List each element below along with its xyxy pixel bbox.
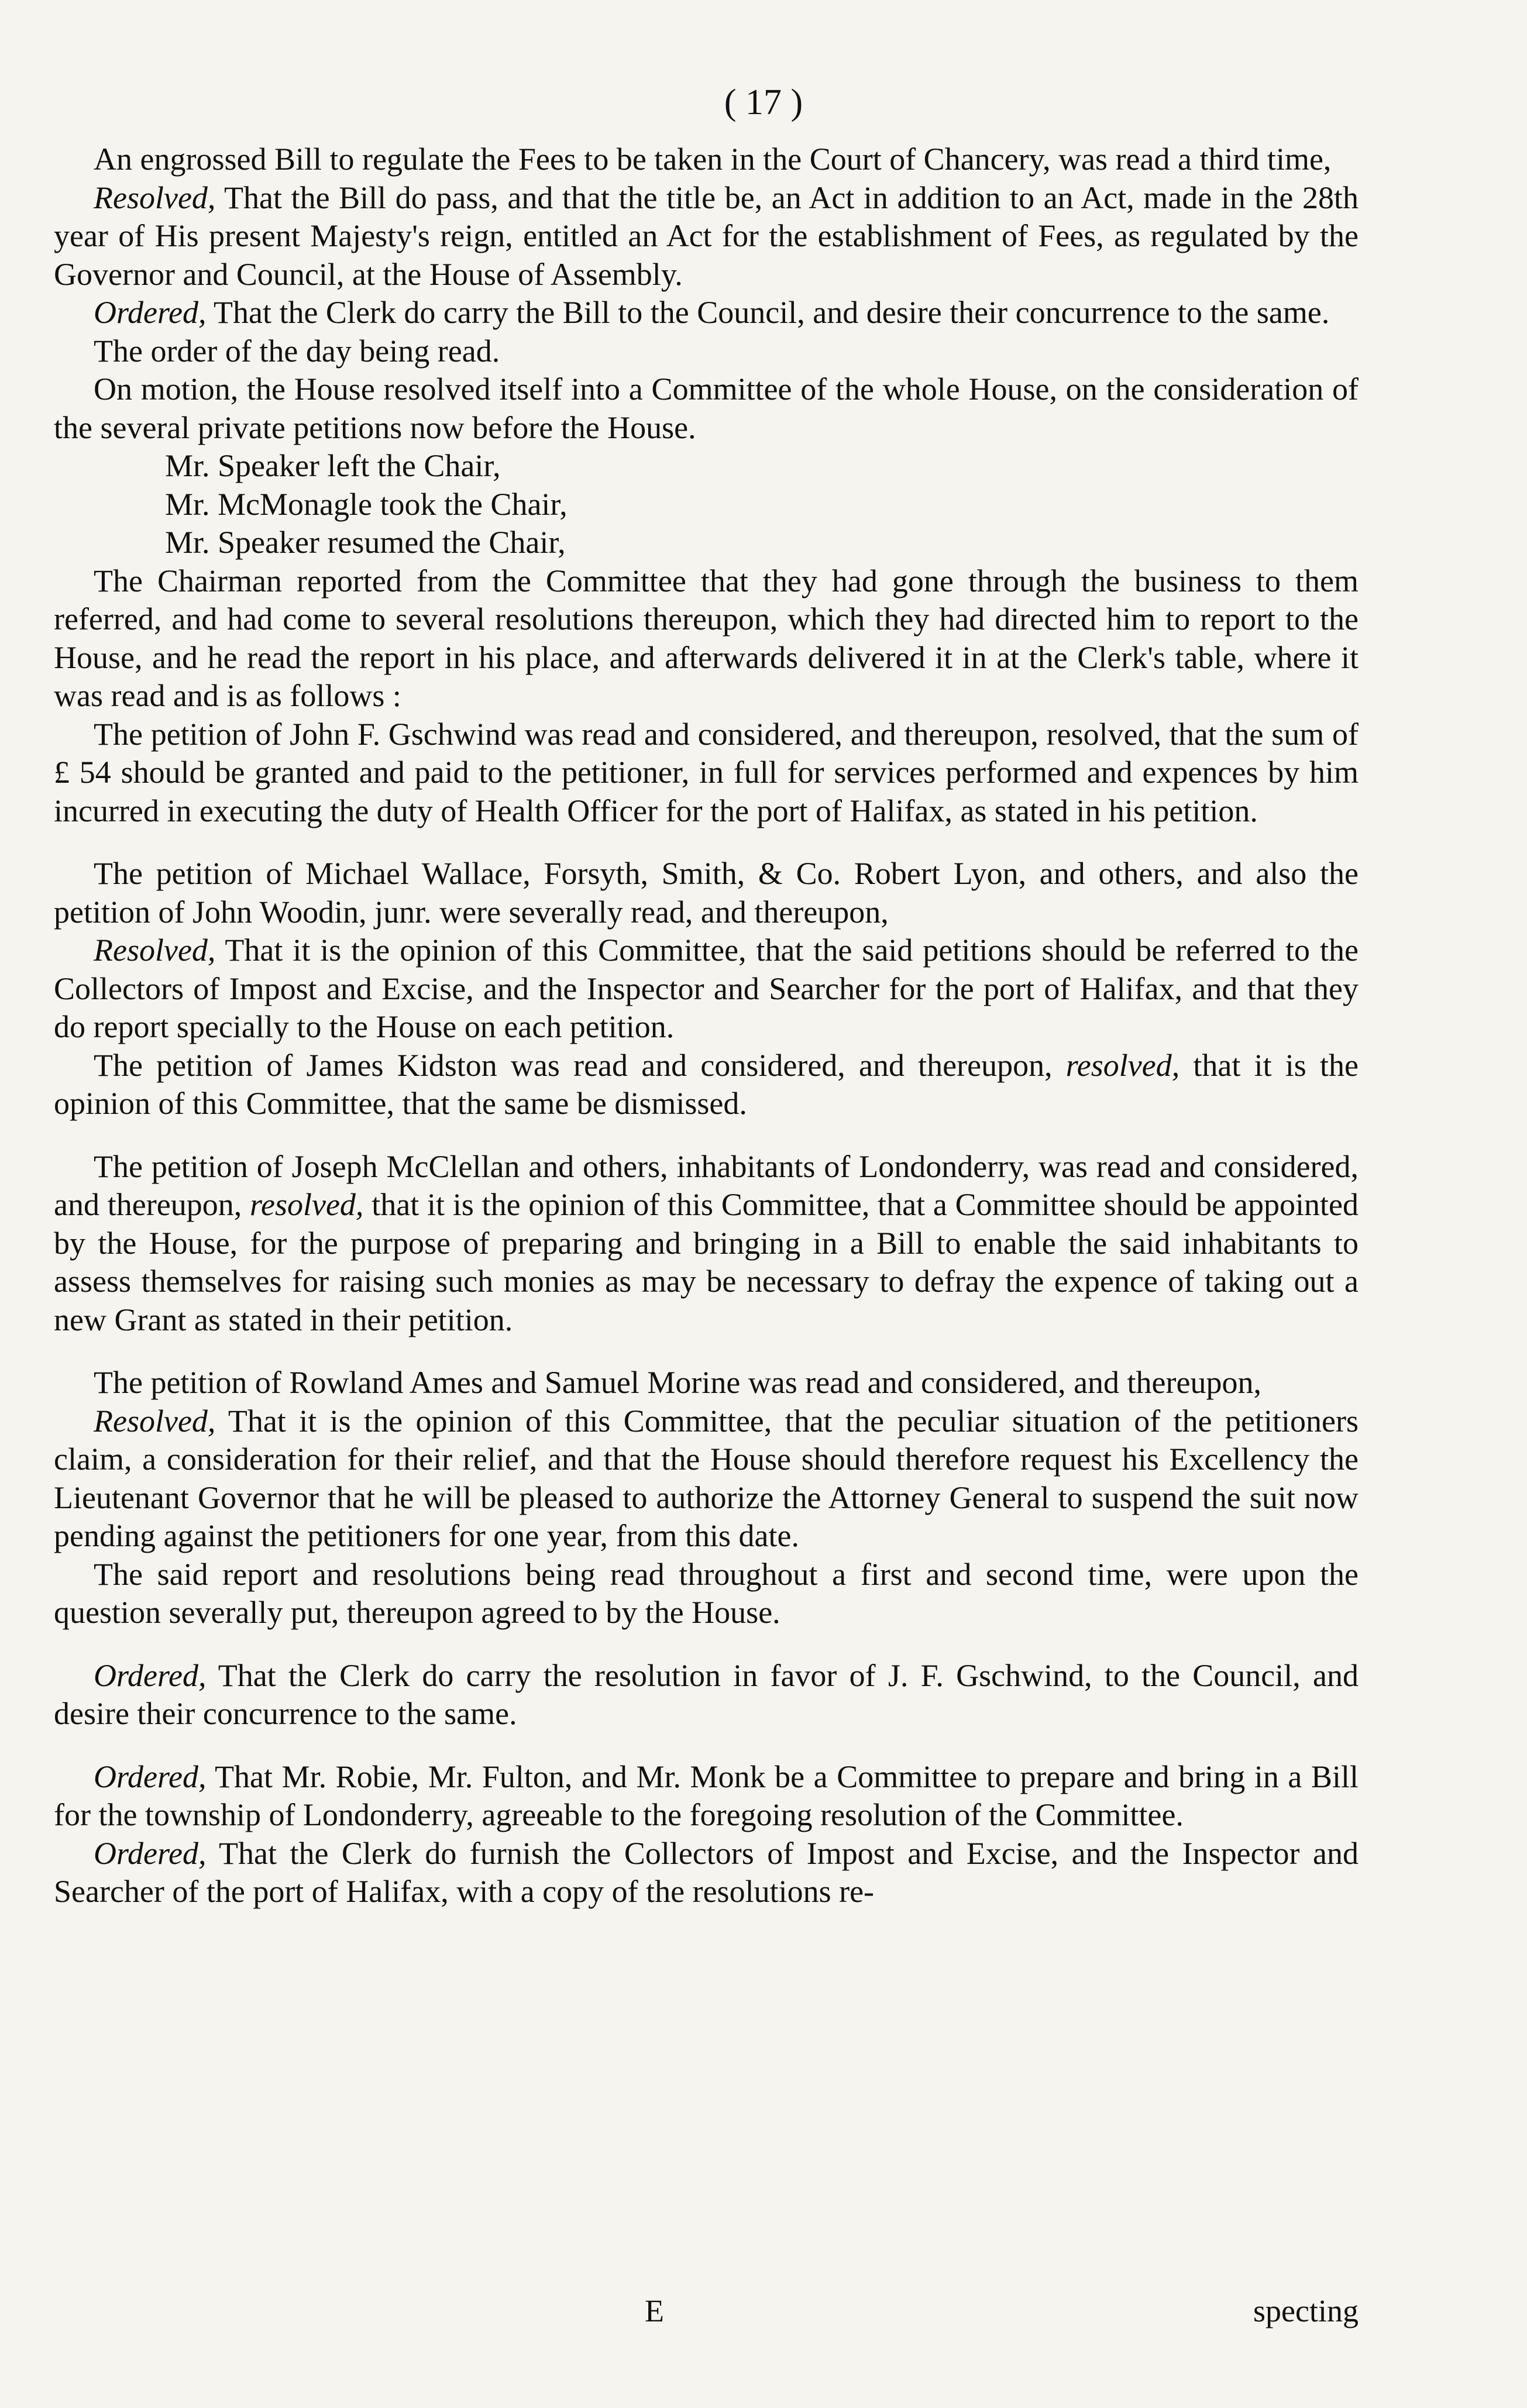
paragraph-ames-resolved: Resolved, That it is the opinion of this Committee, that the peculiar situation of the petitioners claim, a consideration for their relief, and that the House should therefore request his Excellency the Lieutenant Governor that he will be pleased to authorize the Attorney General to suspend the suit now pending against the petitioners for one year, from this date. [54, 1403, 1359, 1553]
paragraph-wallace-resolved: Resolved, That it is the opinion of this Committee, that the said petitions should be referred to the Collectors of Impost and Excise, and the Inspector and Searcher for the port of Halifax, and that they do report specially to the House on each petition. [54, 933, 1359, 1044]
chair-line: Mr. Speaker resumed the Chair, [165, 525, 566, 560]
chair-line: Mr. McMonagle took the Chair, [165, 486, 568, 522]
paragraph-committee-motion: On motion, the House resolved itself into a Committee of the whole House, on the consideration of the several private petitions now before the House. [54, 371, 1359, 445]
paragraph-order-of-day: The order of the day being read. [94, 333, 500, 369]
paragraph-ames-petition: The petition of Rowland Ames and Samuel Morine was read and considered, and thereupon, [94, 1365, 1261, 1400]
chair-line: Mr. Speaker left the Chair, [165, 448, 501, 483]
paragraph-chairman-report: The Chairman reported from the Committee that they had gone through the business to them referred, and had come to several resolutions thereupon, which they had directed him to report to the House, and he read the report in his place, and afterwards delivered it in at the Clerk's table, where it was read and is as follows : [54, 563, 1359, 713]
journal-text [54, 140, 1359, 1911]
paragraph-bill-resolved: Resolved, That the Bill do pass, and that the title be, an Act in addition to an Act, made in the 28th year of His present Majesty's reign, entitled an Act for the establishment of Fees, as regulated by the Governor and Council, at the House of Assembly. [54, 180, 1359, 292]
paragraph-kidston-petition: The petition of James Kidston was read and considered, and thereupon, resolved, that it is the opinion of this Committee, that the same be dismissed. [54, 1047, 1359, 1121]
paragraph-gschwind-petition: The petition of John F. Gschwind was read and considered, and thereupon, resolved, that the sum of £ 54 should be granted and paid to the petitioner, in full for services performed and expences by him incurred in executing the duty of Health Officer for the port of Halifax, as stated in his petition. [54, 716, 1359, 828]
paragraph-bill-ordered: Ordered, That the Clerk do carry the Bill to the Council, and desire their concurrence to the same. [94, 295, 1330, 330]
signature-mark: E [645, 2293, 664, 2328]
paragraph-bill-read: An engrossed Bill to regulate the Fees to be taken in the Court of Chancery, was read a third time, [94, 142, 1332, 177]
page-footer [54, 2292, 1359, 2333]
paragraph-ordered-gschwind: Ordered, That the Clerk do carry the resolution in favor of J. F. Gschwind, to the Council, and desire their concurrence to the same. [54, 1657, 1359, 1731]
catchword: specting [1253, 2293, 1359, 2328]
paragraph-report-agreed: The said report and resolutions being read throughout a first and second time, were upon the question severally put, thereupon agreed to by the House. [54, 1556, 1359, 1630]
paragraph-mcclellan-petition: The petition of Joseph McClellan and others, inhabitants of Londonderry, was read and considered, and thereupon, resolved, that it is the opinion of this Committee, that a Committee should be appointed by the House, for the purpose of preparing and bringing in a Bill to enable the said inhabitants to assess themselves for raising such monies as may be necessary to defray the expence of taking out a new Grant as stated in their petition. [54, 1148, 1359, 1337]
page-number: ( 17 ) [724, 82, 803, 122]
paragraph-wallace-petition: The petition of Michael Wallace, Forsyth, Smith, & Co. Robert Lyon, and others, and also the petition of John Woodin, junr. were severally read, and thereupon, [54, 856, 1359, 930]
paragraph-ordered-collectors: Ordered, That the Clerk do furnish the Collectors of Impost and Excise, and the Inspector and Searcher of the port of Halifax, with a copy of the resolutions re- [54, 1835, 1359, 1909]
paragraph-ordered-committee: Ordered, That Mr. Robie, Mr. Fulton, and Mr. Monk be a Committee to prepare and bring in a Bill for the township of Londonderry, agreeable to the foregoing resolution of the Committee. [54, 1759, 1359, 1832]
